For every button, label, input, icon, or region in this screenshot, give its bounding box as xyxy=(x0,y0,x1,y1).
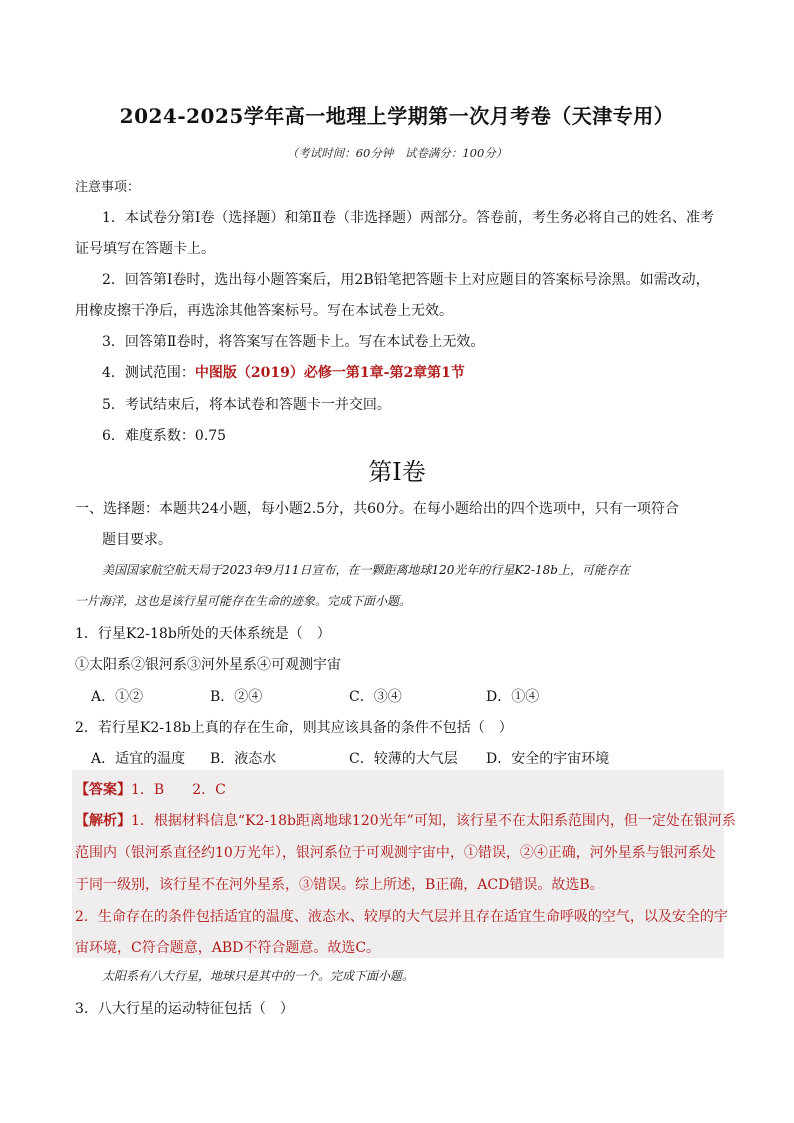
notice-heading: 注意事项： xyxy=(75,180,141,195)
analysis-line-4: 2．生命存在的条件包括适宜的温度、液态水、较厚的大气层并且存在适宜生命呼吸的空气，以及安全的宇 xyxy=(75,909,728,925)
q2-option-b: B．液态水 xyxy=(210,751,277,767)
material1-line-1: 美国国家航空航天局于2023年9月11日宣布，在一颗距离地球120光年的行星K2-18b上，可能存在 xyxy=(102,563,630,577)
q1-option-d: D．①④ xyxy=(486,689,540,705)
q1-option-b: B．②④ xyxy=(210,689,263,705)
notice-item-1a: 1．本试卷分第Ⅰ卷（选择题）和第Ⅱ卷（非选择题）两部分。答卷前，考生务必将自己的姓名、准考 xyxy=(102,210,714,226)
answer-line xyxy=(75,779,226,799)
analysis-line-3: 于同一级别，该行星不在河外星系，③错误。综上所述，B正确，ACD错误。故选B。 xyxy=(75,877,604,893)
q2-option-d: D．安全的宇宙环境 xyxy=(486,751,610,767)
analysis-line-5: 宙环境，C符合题意，ABD不符合题意。故选C。 xyxy=(75,940,381,956)
q1-stem: 1．行星K2-18b所处的天体系统是（ ） xyxy=(75,626,331,642)
notice-item-1b: 证号填写在答题卡上。 xyxy=(75,241,215,257)
answer-value: 1．B 2．C xyxy=(131,782,226,798)
exam-title: 2024-2025学年高一地理上学期第一次月考卷（天津专用） xyxy=(119,104,675,128)
analysis-line-2: 范围内（银河系直径约10万光年），银河系位于可观测宇宙中，①错误，②④正确，河外星系与银河系处 xyxy=(75,845,716,861)
notice-item-6: 6．难度系数：0.75 xyxy=(102,428,227,444)
notice-item-2a: 2．回答第Ⅰ卷时，选出每小题答案后，用2B铅笔把答题卡上对应题目的答案标号涂黑。如需改动， xyxy=(102,272,710,288)
answer-label: 【答案】 xyxy=(75,782,131,798)
scope-value: 中图版（2019）必修一第1章-第2章第1节 xyxy=(194,365,465,381)
notice-item-3: 3．回答第Ⅱ卷时，将答案写在答题卡上。写在本试卷上无效。 xyxy=(102,334,485,350)
q2-stem: 2．若行星K2-18b上真的存在生命，则其应该具备的条件不包括（ ） xyxy=(75,720,513,736)
analysis-text-1: 1．根据材料信息“K2-18b距离地球120光年”可知，该行星不在太阳系范围内，但一定处在银河系 xyxy=(131,813,736,829)
notice-item-2b: 用橡皮擦干净后，再选涂其他答案标号。写在本试卷上无效。 xyxy=(75,303,453,319)
q1-option-a: A．①② xyxy=(91,689,144,705)
q3-stem: 3．八大行星的运动特征包括（ ） xyxy=(75,1001,294,1017)
material1-line-2: 一片海洋，这也是该行星可能存在生命的迹象。完成下面小题。 xyxy=(75,594,412,608)
notice-item-4 xyxy=(102,362,465,382)
q2-option-c: C．较薄的大气层 xyxy=(349,751,458,767)
q1-items: ①太阳系②银河系③河外星系④可观测宇宙 xyxy=(75,657,341,673)
exam-subtitle: （考试时间：60分钟 试卷满分：100分） xyxy=(286,146,508,160)
q1-option-c: C．③④ xyxy=(349,689,402,705)
notice-item-5: 5．考试结束后，将本试卷和答题卡一并交回。 xyxy=(102,397,391,413)
scope-label: 4．测试范围： xyxy=(102,365,195,381)
part1-instruction-1: 一、选择题：本题共24小题，每小题2.5分，共60分。在每小题给出的四个选项中，只有一项符合 xyxy=(75,501,679,517)
section-title: 第Ⅰ卷 xyxy=(368,458,426,486)
analysis-line-1 xyxy=(75,810,736,830)
material2: 太阳系有八大行星，地球只是其中的一个。完成下面小题。 xyxy=(102,969,415,983)
part1-instruction-2: 题目要求。 xyxy=(102,532,172,548)
analysis-label: 【解析】 xyxy=(75,813,131,829)
q2-option-a: A．适宜的温度 xyxy=(91,751,186,767)
